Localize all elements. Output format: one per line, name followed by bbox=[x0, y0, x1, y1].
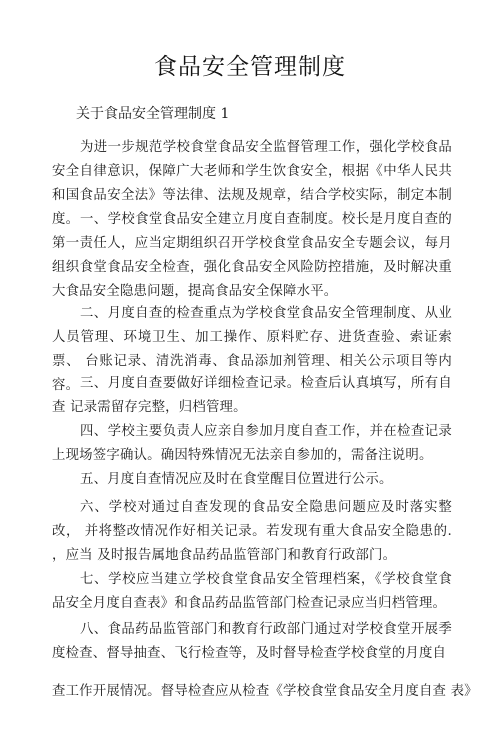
paragraph-intro: 为进一步规范学校食堂食品安全监督管理工作，强化学校食品 安全自律意识，保障广大老师和学生饮食安全，根据《中华人民共 和国食品安全法》等法律、法规及规章，结合学校实际，制定本制 度。 bbox=[52, 140, 452, 227]
document-subtitle: 关于食品安全管理制度 1 bbox=[76, 106, 230, 122]
paragraph-8: 八、食品药品监管部门和教育行政部门通过对学校食堂开展季 度检查、督导抽查、飞行检查等，及时督导检查学校食堂的月度自 bbox=[52, 622, 452, 661]
paragraph-8-continued: 查工作开展情况。督导检查应从检查《学校食堂食品安全月度自查 表》 bbox=[52, 684, 478, 699]
paragraph-1: 一、学校食堂食品安全建立月度自查制度。校长是月度自查的 第一责任人，应当定期组织召开学校食堂食品安全专题会议，每月 组织食堂食品安全检查，强化食品安全风险防控措施，及时解决重 大食品安全隐患问题，提高食品安全保障水平。 bbox=[52, 212, 452, 299]
paragraph-2: 二、月度自查的检查重点为学校食堂食品安全管理制度、从业 人员管理、环境卫生、加工操作、原料贮存、进货查验、索证索票、 台账记录、清洗消毒、食品添加剂管理、相关公示项目等内容。 bbox=[52, 306, 452, 393]
paragraph-3: 三、月度自查要做好详细检查记录。检查后认真填写，所有自查 记录需留存完整，归档管理。 bbox=[52, 376, 452, 415]
paragraph-7: 七、学校应当建立学校食堂食品安全管理档案，《学校食堂食 品安全月度自查表》和食品药品监管部门检查记录应当归档管理。 bbox=[52, 572, 452, 611]
paragraph-6: 六、学校对通过自查发现的食品安全隐患问题应及时落实整改， 并将整改情况作好相关记录。若发现有重大食品安全隐患的. ，应当 及时报告属地食品药品监管部门和教育行政部门。 bbox=[52, 500, 452, 563]
document-title: 食品安全管理制度 bbox=[154, 54, 346, 80]
paragraph-4: 四、学校主要负责人应亲自参加月度自查工作，并在检查记录 上现场签字确认。确因特殊情况无法亲自参加的，需备注说明。 bbox=[52, 424, 452, 463]
paragraph-5: 五、月度自查情况应及时在食堂醒目位置进行公示。 bbox=[80, 472, 393, 487]
